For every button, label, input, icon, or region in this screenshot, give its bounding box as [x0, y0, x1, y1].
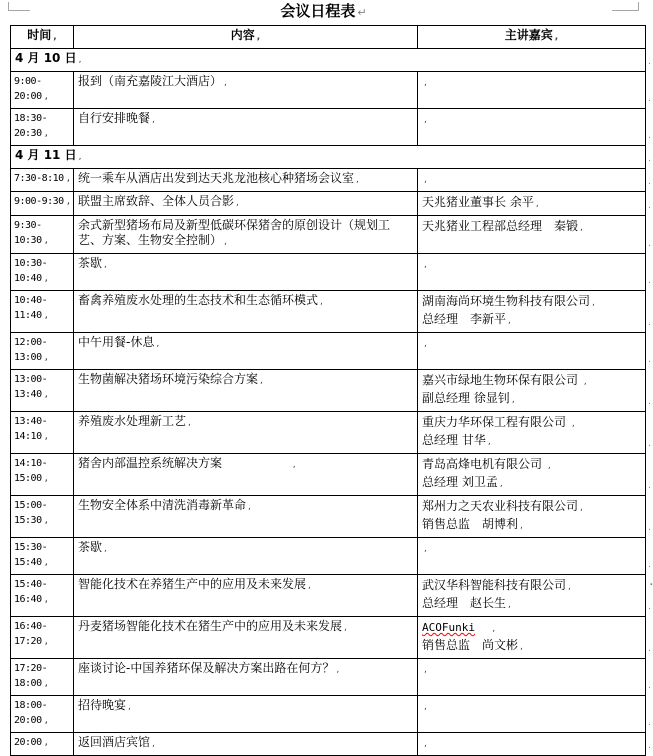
speaker-label: 天兆猪业工程部总经理 秦锻	[422, 219, 579, 233]
time-label: 13:00-13:40	[14, 374, 48, 400]
end-of-cell-mark: ,	[43, 474, 49, 484]
end-of-cell-mark: ,	[248, 502, 251, 512]
speaker-cell	[418, 575, 651, 617]
end-of-cell-mark: ,	[224, 78, 227, 88]
end-of-row-mark: .	[648, 681, 651, 691]
agenda-row	[11, 575, 646, 617]
date-row	[11, 146, 646, 169]
end-of-cell-mark: ,	[424, 544, 427, 554]
speaker-line	[422, 595, 641, 613]
time-cell	[11, 370, 74, 412]
content-cell	[74, 72, 418, 109]
speaker-cell	[418, 538, 651, 575]
time-cell	[11, 291, 74, 333]
content-cell	[74, 192, 418, 216]
end-of-cell-mark: ,	[535, 199, 539, 209]
speaker-line	[422, 311, 641, 329]
time-label: 9:30-10:30	[14, 220, 42, 246]
time-cell	[11, 496, 74, 538]
end-of-cell-mark: ,	[78, 55, 82, 65]
end-of-row-mark: .	[648, 439, 651, 449]
end-of-cell-mark: ,	[424, 78, 427, 88]
time-cell	[11, 169, 74, 192]
end-of-cell-mark: ,	[43, 595, 49, 605]
content-label: 茶歇	[78, 256, 103, 270]
agenda-table	[10, 25, 653, 756]
content-cell	[74, 696, 418, 733]
speaker-label: 总经理 李新平	[422, 312, 507, 326]
content-label: 座谈讨论-中国养猪环保及解决方案出路在何方？	[78, 661, 335, 675]
end-of-cell-mark: ,	[580, 223, 583, 233]
end-of-row-mark: .	[648, 718, 651, 728]
time-label: 16:40-17:20	[14, 621, 48, 647]
content-cell	[74, 575, 418, 617]
end-of-row-mark: .	[648, 602, 651, 612]
end-of-cell-mark: ,	[152, 115, 155, 125]
content-label: 生物安全体系中清洗消毒新革命	[78, 498, 247, 512]
end-of-row-mark: .	[648, 644, 651, 654]
end-of-row-mark: .	[648, 131, 651, 141]
content-label: 中午用餐-休息	[78, 335, 155, 349]
content-label: 余式新型猪场布局及新型低碳环保猪舍的原创设计（规划工艺、方案、生物安全控制）	[78, 218, 391, 247]
end-of-cell-mark: ,	[43, 558, 49, 568]
time-label: 10:40-11:40	[14, 295, 48, 321]
end-of-cell-mark: ,	[43, 738, 49, 748]
speaker-cell	[418, 72, 651, 109]
speaker-cell	[418, 216, 651, 254]
end-of-cell-mark: ,	[43, 637, 49, 647]
time-label: 13:40-14:10	[14, 416, 48, 442]
end-of-cell-mark: ,	[492, 624, 496, 634]
time-cell	[11, 454, 74, 496]
date-cell	[11, 49, 651, 72]
speaker-line	[422, 456, 641, 474]
end-of-row-mark: .	[648, 523, 651, 533]
end-of-cell-mark: ,	[152, 739, 155, 749]
agenda-row	[11, 72, 646, 109]
speaker-cell	[418, 370, 651, 412]
end-of-row-mark: .	[648, 201, 651, 211]
speaker-label: 销售总监 尚文彬	[422, 638, 519, 652]
end-of-row-mark: .	[648, 94, 651, 104]
content-label: 智能化技术在养猪生产中的应用及未来发展	[78, 577, 307, 591]
time-label: 15:40-16:40	[14, 579, 48, 605]
time-cell	[11, 254, 74, 291]
time-label: 12:00-13:00	[14, 337, 48, 363]
time-label: 20:00	[14, 737, 42, 748]
end-of-cell-mark: ,	[583, 377, 587, 387]
speaker-label: 总经理 刘卫孟	[422, 475, 498, 489]
end-of-row-mark: .	[648, 560, 651, 570]
end-of-row-mark: .	[648, 355, 651, 365]
end-of-cell-mark: ,	[424, 175, 427, 185]
agenda-row	[11, 109, 646, 146]
end-of-cell-mark: ,	[520, 521, 523, 531]
end-of-row-mark: .	[648, 154, 651, 164]
speaker-cell	[418, 496, 651, 538]
end-of-cell-mark: ,	[256, 32, 261, 42]
end-of-cell-mark: ,	[188, 418, 191, 428]
end-of-cell-mark: ,	[224, 237, 227, 247]
end-of-row-mark: .	[648, 239, 651, 249]
paragraph-return-mark: ↵	[357, 6, 367, 19]
speaker-cell	[418, 291, 651, 333]
time-label: 18:30-20:30	[14, 113, 48, 139]
end-of-cell-mark: ,	[424, 739, 427, 749]
content-label: 联盟主席致辞、全体人员合影	[78, 194, 235, 208]
time-cell	[11, 412, 74, 454]
speaker-label: 销售总监 胡博利	[422, 517, 519, 531]
end-of-cell-mark: ,	[511, 395, 515, 405]
speaker-line	[422, 372, 641, 390]
end-of-cell-mark: ,	[65, 174, 71, 184]
agenda-row	[11, 370, 646, 412]
speaker-line	[422, 474, 641, 492]
content-label: 猪舍内部温控系统解决方案	[78, 456, 223, 470]
text-boundary-corner-mark-right	[612, 2, 639, 11]
speaker-line	[422, 218, 641, 236]
agenda-row	[11, 254, 646, 291]
content-cell	[74, 333, 418, 370]
column-header-label: 时间	[27, 28, 52, 42]
speaker-label: 嘉兴市绿地生物环保有限公司	[422, 373, 582, 387]
page-title-text: 会议日程表	[280, 2, 356, 20]
speaker-cell	[418, 254, 651, 291]
end-of-row-mark: .	[648, 741, 651, 751]
column-header-time	[11, 26, 74, 49]
time-cell	[11, 617, 74, 659]
speaker-cell	[418, 192, 651, 216]
end-of-cell-mark: ,	[65, 197, 71, 207]
end-of-cell-mark: ,	[43, 679, 49, 689]
agenda-row	[11, 412, 646, 454]
speaker-label: 重庆力华环保工程有限公司	[422, 415, 570, 429]
content-label: 报到（南充嘉陵江大酒店）	[78, 74, 223, 88]
time-label: 14:10-15:00	[14, 458, 48, 484]
end-of-row-mark: .	[648, 318, 651, 328]
end-of-cell-mark: ,	[43, 516, 49, 526]
end-of-cell-mark: ,	[424, 339, 427, 349]
date-label: 4 月 10 日	[15, 51, 77, 65]
date-row	[11, 49, 646, 72]
time-cell	[11, 696, 74, 733]
end-of-cell-mark: ,	[554, 32, 559, 42]
column-header-content	[74, 26, 418, 49]
content-label: 返回酒店宾馆	[78, 735, 151, 749]
content-cell	[74, 169, 418, 192]
content-cell	[74, 370, 418, 412]
end-of-cell-mark: ,	[571, 419, 575, 429]
content-label: 养殖废水处理新工艺	[78, 414, 187, 428]
speaker-line	[422, 432, 641, 450]
end-of-cell-mark: ,	[78, 152, 82, 162]
content-cell	[74, 291, 418, 333]
agenda-row	[11, 333, 646, 370]
agenda-row	[11, 169, 646, 192]
content-cell	[74, 538, 418, 575]
speaker-label: 青岛高烽电机有限公司	[422, 457, 546, 471]
speaker-cell	[418, 454, 651, 496]
speaker-line	[422, 293, 641, 311]
speaker-cell	[418, 617, 651, 659]
end-of-cell-mark: ,	[43, 390, 49, 400]
end-of-cell-mark: ,	[43, 274, 49, 284]
agenda-row	[11, 192, 646, 216]
time-label: 7:30-8:10	[14, 173, 64, 184]
end-of-cell-mark: ,	[568, 582, 571, 592]
speaker-line	[422, 194, 641, 212]
time-cell	[11, 109, 74, 146]
end-of-cell-mark: ,	[260, 376, 263, 386]
end-of-row-mark: .	[648, 397, 651, 407]
end-of-cell-mark: ,	[104, 544, 107, 554]
end-of-cell-mark: ,	[344, 623, 347, 633]
speaker-cell	[418, 659, 651, 696]
end-of-cell-mark: ,	[104, 260, 107, 270]
content-cell	[74, 733, 418, 756]
end-of-cell-mark: ,	[43, 716, 49, 726]
end-of-cell-mark: ,	[424, 665, 427, 675]
speaker-line	[422, 637, 641, 655]
end-of-cell-mark: ,	[43, 353, 49, 363]
content-label: 统一乘车从酒店出发到达天兆龙池核心种猪场会议室	[78, 171, 355, 185]
time-cell	[11, 659, 74, 696]
speaker-line	[422, 577, 641, 595]
table-header-row	[11, 26, 646, 49]
agenda-row	[11, 496, 646, 538]
speaker-line	[422, 498, 641, 516]
end-of-cell-mark: ,	[499, 479, 503, 489]
speaker-line	[422, 414, 641, 432]
speaker-label: ACOFunki	[422, 621, 475, 634]
agenda-row	[11, 617, 646, 659]
end-of-cell-mark: ,	[424, 115, 427, 125]
speaker-label: 总经理 甘华	[422, 433, 486, 447]
end-of-cell-mark: ,	[43, 311, 49, 321]
end-of-cell-mark: ,	[424, 260, 427, 270]
text-boundary-corner-mark-left	[8, 2, 30, 11]
content-cell	[74, 216, 418, 254]
time-cell	[11, 192, 74, 216]
end-of-cell-mark: ,	[508, 316, 511, 326]
content-cell	[74, 617, 418, 659]
end-of-cell-mark: ,	[547, 461, 551, 471]
time-label: 15:30-15:40	[14, 542, 48, 568]
spacing	[475, 620, 490, 634]
end-of-cell-mark: ,	[320, 297, 323, 307]
content-cell	[74, 412, 418, 454]
end-of-row-mark: .	[648, 177, 651, 187]
end-of-cell-mark: ,	[336, 665, 340, 675]
column-header-label: 主讲嘉宾	[504, 28, 553, 42]
content-cell	[74, 496, 418, 538]
end-of-cell-mark: ,	[424, 702, 427, 712]
time-cell	[11, 216, 74, 254]
time-label: 18:00-20:00	[14, 700, 48, 726]
date-label: 4 月 11 日	[15, 148, 77, 162]
speaker-cell	[418, 333, 651, 370]
end-of-cell-mark: ,	[487, 437, 491, 447]
end-of-cell-mark: ,	[53, 32, 57, 42]
end-of-cell-mark: ,	[43, 129, 49, 139]
time-label: 10:30-10:40	[14, 258, 48, 284]
speaker-label: 湖南海尚环境生物科技有限公司	[422, 294, 591, 308]
time-label: 17:20-18:00	[14, 663, 48, 689]
content-cell	[74, 659, 418, 696]
speaker-cell	[418, 169, 651, 192]
time-cell	[11, 333, 74, 370]
speaker-label: 郑州力之天农业科技有限公司	[422, 499, 579, 513]
content-cell	[74, 109, 418, 146]
content-label: 丹麦猪场智能化技术在猪生产中的应用及未来发展	[78, 619, 343, 633]
agenda-row	[11, 538, 646, 575]
end-of-cell-mark: ,	[580, 503, 583, 513]
end-of-row-mark: .	[648, 57, 651, 67]
agenda-row	[11, 696, 646, 733]
end-of-row-mark: .	[649, 578, 653, 588]
end-of-cell-mark: ,	[356, 175, 359, 185]
content-label: 畜禽养殖废水处理的生态技术和生态循环模式	[78, 293, 319, 307]
time-cell	[11, 575, 74, 617]
speaker-line	[422, 516, 641, 534]
time-label: 15:00-15:30	[14, 500, 48, 526]
agenda-row	[11, 659, 646, 696]
end-of-row-mark: .	[648, 276, 651, 286]
end-of-cell-mark: ,	[292, 460, 296, 470]
time-cell	[11, 733, 74, 756]
speaker-cell	[418, 733, 651, 756]
time-cell	[11, 538, 74, 575]
agenda-row	[11, 454, 646, 496]
speaker-label: 总经理 赵长生	[422, 596, 507, 610]
end-of-cell-mark: ,	[508, 600, 511, 610]
end-of-cell-mark: ,	[128, 702, 131, 712]
end-of-cell-mark: ,	[43, 432, 49, 442]
agenda-rows	[11, 49, 651, 756]
date-cell	[11, 146, 651, 169]
speaker-cell	[418, 412, 651, 454]
end-of-row-mark: .	[648, 481, 651, 491]
time-cell	[11, 72, 74, 109]
column-header-label: 内容	[230, 28, 255, 42]
end-of-cell-mark: ,	[43, 236, 49, 246]
content-cell	[74, 454, 418, 496]
content-label: 招待晚宴	[78, 698, 127, 712]
end-of-cell-mark: ,	[156, 339, 160, 349]
speaker-label: 武汉华科智能科技有限公司	[422, 578, 567, 592]
speaker-line	[422, 619, 641, 637]
content-label: 生物菌解决猪场环境污染综合方案	[78, 372, 259, 386]
time-label: 9:00-9:30	[14, 196, 64, 207]
agenda-row	[11, 291, 646, 333]
speaker-cell	[418, 109, 651, 146]
end-of-cell-mark: ,	[520, 642, 523, 652]
end-of-cell-mark: ,	[308, 581, 311, 591]
agenda-row	[11, 216, 646, 254]
time-label: 9:00-20:00	[14, 76, 42, 102]
end-of-cell-mark: ,	[236, 198, 239, 208]
spacing	[222, 456, 291, 470]
end-of-cell-mark: ,	[592, 298, 595, 308]
content-cell	[74, 254, 418, 291]
speaker-label: 副总经理 徐显钊	[422, 391, 510, 405]
content-label: 茶歇	[78, 540, 103, 554]
speaker-cell	[418, 696, 651, 733]
content-label: 自行安排晚餐	[78, 111, 151, 125]
speaker-label: 天兆猪业董事长 余平	[422, 195, 534, 209]
speaker-line	[422, 390, 641, 408]
agenda-row	[11, 733, 646, 756]
page-title	[0, 2, 647, 22]
end-of-cell-mark: ,	[43, 92, 49, 102]
